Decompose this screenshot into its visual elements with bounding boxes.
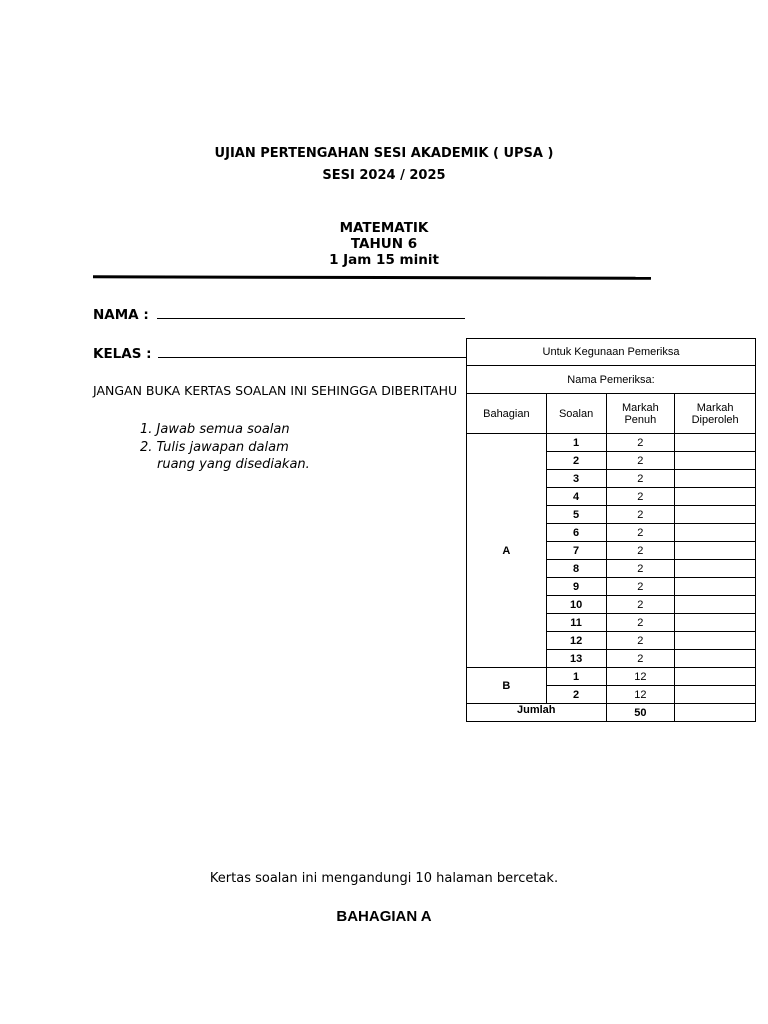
examiner-table xyxy=(466,338,756,722)
subject-year: TAHUN 6 xyxy=(350,236,418,252)
obtained-mark-cell[interactable] xyxy=(675,668,756,686)
obtained-mark-cell[interactable] xyxy=(675,614,756,632)
question-number: 13 xyxy=(546,650,606,668)
warning-text: JANGAN BUKA KERTAS SOALAN INI SEHINGGA DIBERITAHU xyxy=(93,383,458,398)
total-value: 50 xyxy=(606,704,675,722)
section-heading: BAHAGIAN A xyxy=(336,908,432,925)
table-row xyxy=(467,434,756,452)
question-number: 1 xyxy=(546,434,606,452)
header-markah-penuh xyxy=(606,394,675,434)
total-obtained-cell[interactable] xyxy=(675,704,756,722)
total-label: Jumlah xyxy=(467,704,607,722)
question-number: 3 xyxy=(546,470,606,488)
full-mark: 2 xyxy=(606,434,675,452)
full-mark: 12 xyxy=(606,668,675,686)
full-mark: 2 xyxy=(606,542,675,560)
obtained-mark-cell[interactable] xyxy=(675,542,756,560)
full-mark: 2 xyxy=(606,506,675,524)
obtained-mark-cell[interactable] xyxy=(675,578,756,596)
obtained-mark-cell[interactable] xyxy=(675,686,756,704)
full-mark: 2 xyxy=(606,470,675,488)
obtained-mark-cell[interactable] xyxy=(675,506,756,524)
obtained-mark-cell[interactable] xyxy=(675,524,756,542)
question-number: 6 xyxy=(546,524,606,542)
header-divider xyxy=(93,275,651,279)
header-markah-penuh-line1: Markah xyxy=(622,401,659,414)
full-mark: 2 xyxy=(606,452,675,470)
class-field xyxy=(93,343,466,362)
question-number: 2 xyxy=(546,452,606,470)
header-soalan: Soalan xyxy=(546,394,606,434)
header-markah-diperoleh-line1: Markah xyxy=(696,401,734,414)
obtained-mark-cell[interactable] xyxy=(675,434,756,452)
full-mark: 2 xyxy=(606,560,675,578)
full-mark: 2 xyxy=(606,650,675,668)
full-mark: 2 xyxy=(606,596,675,614)
total-row xyxy=(467,704,756,722)
exam-duration: 1 Jam 15 minit xyxy=(329,252,439,268)
instruction-2: 2. Tulis jawapan dalam xyxy=(140,440,289,455)
question-number: 7 xyxy=(546,542,606,560)
obtained-mark-cell[interactable] xyxy=(675,452,756,470)
page-count-note: Kertas soalan ini mengandungi 10 halaman bercetak. xyxy=(209,871,559,886)
table-row xyxy=(467,668,756,686)
full-mark: 2 xyxy=(606,524,675,542)
full-mark: 12 xyxy=(606,686,675,704)
question-number: 4 xyxy=(546,488,606,506)
obtained-mark-cell[interactable] xyxy=(675,650,756,668)
session-title: SESI 2024 / 2025 xyxy=(322,168,446,183)
question-number: 5 xyxy=(546,506,606,524)
table-title: Untuk Kegunaan Pemeriksa xyxy=(467,339,756,366)
header-markah-diperoleh-line2: Diperoleh xyxy=(691,413,739,426)
section-b-label: B xyxy=(467,668,547,704)
instruction-3: ruang yang disediakan. xyxy=(157,457,310,472)
obtained-mark-cell[interactable] xyxy=(675,596,756,614)
obtained-mark-cell[interactable] xyxy=(675,488,756,506)
full-mark: 2 xyxy=(606,578,675,596)
subject-block xyxy=(0,220,768,268)
question-number: 11 xyxy=(546,614,606,632)
question-number: 9 xyxy=(546,578,606,596)
subject-name: MATEMATIK xyxy=(339,220,429,236)
header-bahagian: Bahagian xyxy=(467,394,547,434)
full-mark: 2 xyxy=(606,632,675,650)
question-number: 2 xyxy=(546,686,606,704)
question-number: 1 xyxy=(546,668,606,686)
question-number: 10 xyxy=(546,596,606,614)
obtained-mark-cell[interactable] xyxy=(675,632,756,650)
instruction-1: 1. Jawab semua soalan xyxy=(140,422,290,437)
name-input-line[interactable] xyxy=(157,305,465,319)
header-markah-diperoleh xyxy=(675,394,756,434)
name-field xyxy=(93,304,465,323)
exam-title: UJIAN PERTENGAHAN SESI AKADEMIK ( UPSA ) xyxy=(214,146,554,161)
full-mark: 2 xyxy=(606,614,675,632)
full-mark: 2 xyxy=(606,488,675,506)
question-number: 12 xyxy=(546,632,606,650)
class-input-line[interactable] xyxy=(158,344,466,358)
class-label: KELAS : xyxy=(93,346,152,362)
examiner-name-label: Nama Pemeriksa: xyxy=(467,366,756,394)
question-number: 8 xyxy=(546,560,606,578)
obtained-mark-cell[interactable] xyxy=(675,560,756,578)
section-a-label: A xyxy=(467,434,547,668)
name-label: NAMA : xyxy=(93,307,149,323)
header-markah-penuh-line2: Penuh xyxy=(624,413,657,426)
obtained-mark-cell[interactable] xyxy=(675,470,756,488)
